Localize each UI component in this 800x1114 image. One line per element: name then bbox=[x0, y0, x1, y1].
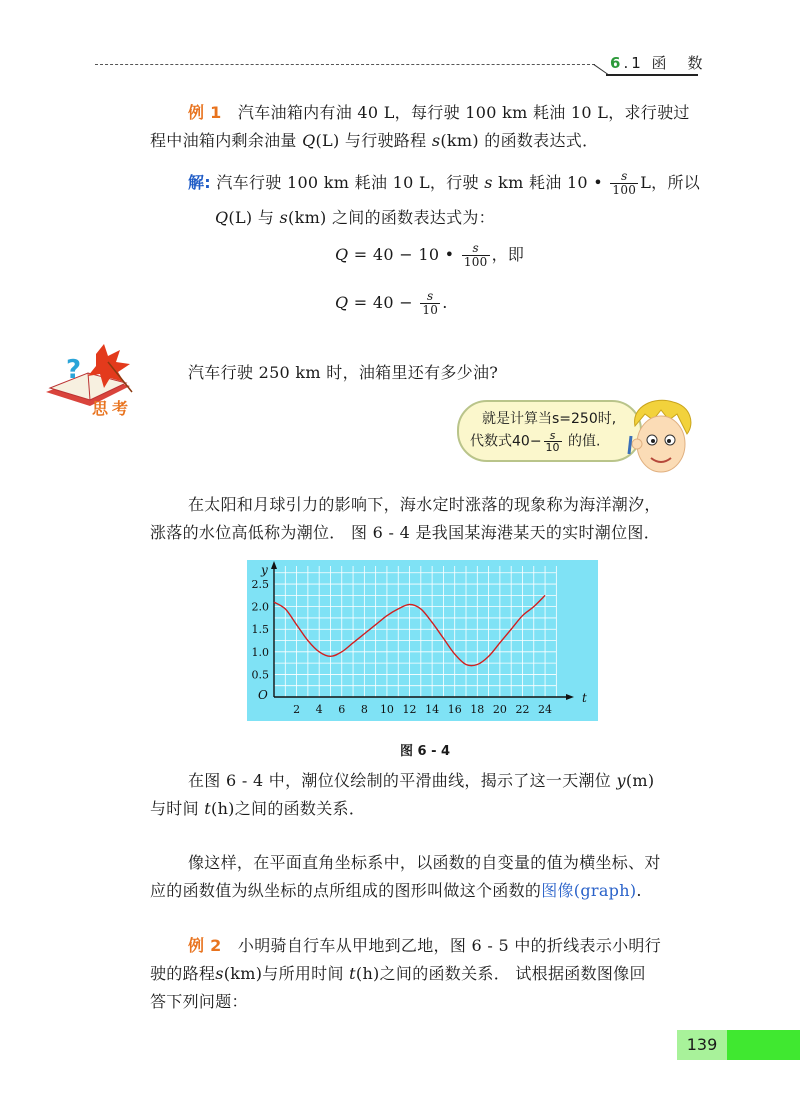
section-title: .1 函 数 bbox=[623, 54, 706, 72]
frac-num: s bbox=[549, 429, 556, 442]
def-para-line1: 像这样，在平面直角坐标系中，以函数的自变量的值为横坐标、对 bbox=[188, 853, 661, 872]
chart-grid bbox=[274, 566, 556, 697]
example2-text1: 小明骑自行车从甲地到乙地，图 6 - 5 中的折线表示小明行 bbox=[237, 936, 662, 955]
solution-line1 bbox=[188, 166, 700, 200]
page-number: 139 bbox=[677, 1030, 727, 1060]
hint-text bbox=[470, 408, 616, 453]
y-tick-label: 1.5 bbox=[251, 623, 269, 637]
tide-chart bbox=[247, 560, 598, 721]
example2-line2 bbox=[150, 963, 646, 985]
y-tick-label: 0.5 bbox=[251, 668, 269, 682]
example2-text2a: 驶的路程 bbox=[150, 964, 216, 983]
x-tick-label: 22 bbox=[515, 703, 530, 716]
fraction-s-100 bbox=[610, 170, 638, 197]
think-label: 思考 bbox=[92, 399, 133, 418]
var-t: t bbox=[204, 799, 212, 818]
equation1-text-a: = 40 − 10 • bbox=[348, 245, 460, 264]
example2-text2b: (km)与所用时间 bbox=[223, 964, 350, 983]
equation2-text-b: . bbox=[442, 293, 448, 312]
y-axis-label: y bbox=[261, 563, 268, 577]
svg-text:?: ? bbox=[66, 355, 82, 385]
var-q: Q bbox=[215, 208, 229, 227]
x-tick-label: 6 bbox=[338, 703, 346, 716]
var-q: Q bbox=[302, 131, 316, 150]
def-para-text2a: 应的函数值为纵坐标的点所组成的图形叫做这个函数的 bbox=[150, 881, 542, 900]
think-question: 汽车行驶 250 km 时，油箱里还有多少油? bbox=[188, 363, 499, 382]
def-para-text2b: . bbox=[636, 881, 642, 900]
example2-label: 例 2 bbox=[188, 936, 222, 955]
equation2-text-a: = 40 − bbox=[348, 293, 419, 312]
solution-text2a: (L) 与 bbox=[228, 208, 280, 227]
graph-para-line1 bbox=[188, 770, 654, 792]
example1-line2 bbox=[150, 130, 598, 152]
fraction-s-100 bbox=[462, 242, 490, 269]
x-tick-label: 20 bbox=[492, 703, 507, 716]
graph-para-text1b: (m) bbox=[625, 771, 655, 790]
x-tick-label: 14 bbox=[425, 703, 440, 716]
x-tick-label: 18 bbox=[470, 703, 485, 716]
var-s: s bbox=[215, 964, 224, 983]
frac-den: 10 bbox=[545, 441, 560, 454]
var-y: y bbox=[616, 771, 626, 790]
hint-line2 bbox=[470, 430, 616, 453]
y-tick-label: 1.0 bbox=[251, 645, 269, 659]
cartoon-boy-icon bbox=[625, 396, 697, 480]
section-header bbox=[610, 52, 706, 73]
var-q: Q bbox=[335, 245, 349, 264]
section-number: 6 bbox=[610, 54, 624, 72]
chart-axes bbox=[258, 561, 587, 705]
x-tick-label: 2 bbox=[293, 703, 301, 716]
tide-para-line1: 在太阳和月球引力的影响下，海水定时涨落的现象称为海洋潮汐， bbox=[188, 495, 661, 514]
hint-line1: 就是计算当s=250时, bbox=[482, 411, 617, 427]
solution-line2 bbox=[215, 207, 495, 229]
solution-text1a: 汽车行驶 100 km 耗油 10 L，行驶 bbox=[211, 173, 485, 192]
frac-num: s bbox=[427, 289, 434, 303]
x-tick-label: 8 bbox=[360, 703, 368, 716]
fraction-s-10 bbox=[420, 290, 440, 317]
frac-den: 100 bbox=[463, 255, 488, 269]
solution-label: 解: bbox=[188, 173, 211, 192]
example1-text2b: (L) 与行驶路程 bbox=[315, 131, 432, 150]
example1-label: 例 1 bbox=[188, 103, 222, 122]
x-tick-label: 12 bbox=[402, 703, 417, 716]
x-tick-label: 10 bbox=[379, 703, 394, 716]
frac-den: 100 bbox=[612, 183, 637, 197]
example1-text1: 汽车油箱内有油 40 L，每行驶 100 km 耗油 10 L，求行驶过 bbox=[237, 103, 690, 122]
x-axis-arrow bbox=[566, 694, 574, 700]
example1-line1 bbox=[188, 102, 690, 124]
equation2 bbox=[335, 286, 448, 320]
example1-text2c: (km) 的函数表达式． bbox=[440, 131, 599, 150]
var-s: s bbox=[484, 173, 493, 192]
solution-text1c: L，所以 bbox=[640, 173, 701, 192]
y-axis-arrow bbox=[271, 561, 277, 569]
frac-num: s bbox=[621, 169, 628, 183]
var-q: Q bbox=[335, 293, 349, 312]
solution-text1b: km 耗油 10 • bbox=[492, 173, 609, 192]
solution-text2b: (km) 之间的函数表达式为： bbox=[288, 208, 495, 227]
graph-para-text2b: (h)之间的函数关系． bbox=[211, 799, 366, 818]
example2-line3: 答下列问题： bbox=[150, 992, 248, 1011]
y-tick-label: 2.0 bbox=[251, 600, 269, 614]
x-tick-label: 24 bbox=[538, 703, 553, 716]
example2-text2c: (h)之间的函数关系． 试根据函数图像回 bbox=[355, 964, 646, 983]
x-tick-label: 16 bbox=[447, 703, 462, 716]
figure-caption: 图 6 - 4 bbox=[400, 744, 451, 759]
graph-para-text1a: 在图 6 - 4 中，潮位仪绘制的平滑曲线，揭示了这一天潮位 bbox=[188, 771, 617, 790]
header-dashed-rule bbox=[95, 64, 595, 65]
var-t: t bbox=[349, 964, 356, 983]
var-s: s bbox=[279, 208, 289, 227]
hint-line2-b: 的值. bbox=[563, 433, 601, 450]
graph-para-line2 bbox=[150, 798, 365, 820]
x-axis-label: t bbox=[582, 691, 587, 705]
frac-num: s bbox=[472, 241, 479, 255]
y-tick-label: 2.5 bbox=[251, 578, 269, 592]
var-s: s bbox=[431, 131, 441, 150]
example2-line1 bbox=[188, 935, 661, 957]
term-graph: 图像(graph) bbox=[541, 881, 637, 900]
example1-text2a: 程中油箱内剩余油量 bbox=[150, 131, 303, 150]
equation1-text-b: ，即 bbox=[491, 245, 525, 264]
frac-den: 10 bbox=[422, 303, 439, 317]
hint-fraction bbox=[544, 430, 562, 453]
header-underline bbox=[606, 74, 698, 76]
origin-label: O bbox=[258, 688, 268, 702]
hint-line2-a: 代数式40− bbox=[470, 433, 542, 450]
graph-para-text2a: 与时间 bbox=[150, 799, 205, 818]
equation1 bbox=[335, 238, 524, 272]
tide-para-line2: 涨落的水位高低称为潮位． 图 6 - 4 是我国某海港某天的实时潮位图． bbox=[150, 523, 660, 542]
x-tick-label: 4 bbox=[315, 703, 323, 716]
def-para-line2 bbox=[150, 880, 642, 902]
